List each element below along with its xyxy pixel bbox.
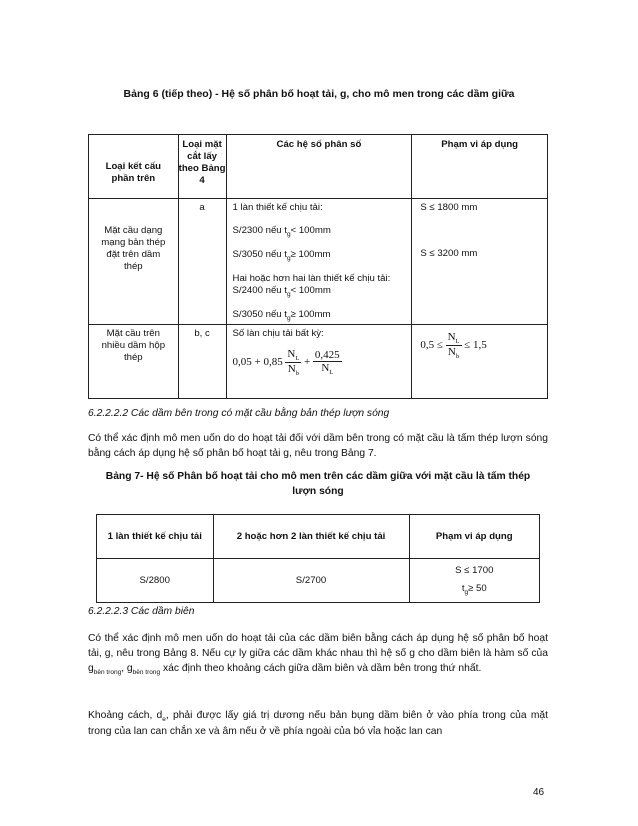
table6-row1-structure: Mặt cầu dạng mạng bản thép đặt trên dầm thép — [89, 199, 179, 325]
table6-header-section-type: Loại mặt cắt lấy theo Bảng 4 — [178, 135, 226, 199]
table6-row2-type: b, c — [178, 325, 226, 399]
table7-header-one-lane: 1 làn thiết kế chịu tải — [97, 515, 214, 559]
table6-row2-range — [412, 325, 548, 399]
table7-title: Bảng 7- Hệ số Phân bố hoạt tải cho mô men trên các dầm giữa với mặt cầu là tấm thép lượn sóng — [105, 471, 531, 497]
section-heading-6-2-2-2-2: 6.2.2.2.2 Các dầm bên trong có mặt cầu bằng bản thép lượn sóng — [88, 408, 390, 419]
table6-header-factors: Các hệ số phân số — [226, 135, 412, 199]
table7-header-multi-lane: 2 hoặc hơn 2 làn thiết kế chịu tải — [213, 515, 409, 559]
fraction-range: $\frac{N_L}{N_b}$ — [447, 331, 460, 360]
paragraph-edge-girders: Có thể xác định mô men uốn do hoạt tải của các dầm biên bằng cách áp dụng hệ số phân bố hoạt tải, g, nêu trong Bảng 8. Nếu cự ly giữa các dầm khác nhau thì hệ số g cho dầm biên là hàm số của $g_{bên trong}$, $g_{bên trong}$ xác định theo khoảng cách giữa dầm biên và dầm bên trong thứ nhất. — [88, 633, 548, 676]
table7-value-multi-lane: S/2700 — [213, 559, 409, 603]
page-number: 46 — [533, 787, 545, 798]
table6-header-range: Phạm vi áp dụng — [412, 135, 548, 199]
table7-header-range: Phạm vi áp dụng — [409, 515, 539, 559]
table7-value-range: S ≤ 1700 $t_g\ge 50$ — [409, 559, 539, 603]
table6-row1-range: S ≤ 1800 mm S ≤ 3200 mm — [412, 199, 548, 325]
fraction-nl-nb: $\frac{N_L}{N_b}$ — [287, 348, 300, 377]
table6-row2-factors: Số làn chịu tải bất kỳ: 0,05 + 0,85 $\frac{N_L}{N_b}$ + $\frac{0,425}{N_L}$ — [226, 325, 412, 399]
table-6 — [88, 134, 548, 399]
table6-row1-factors: 1 làn thiết kế chịu tải: S/2300 nếu $t_g< 100mm$ S/3050 nếu $t_g\ge 100mm$ Hai hoặc hơn hai làn thiết kế chịu tải: S/2400 nếu $t_g< 100mm$ S/3050 nếu $t_g\ge 100mm$ — [226, 199, 412, 325]
section-heading-6-2-2-2-3: 6.2.2.2.3 Các dầm biên — [88, 606, 195, 617]
table7-value-one-lane: S/2800 — [97, 559, 214, 603]
table6-title: Bảng 6 (tiếp theo) - Hệ số phân bố hoạt tải, g, cho mô men trong các dầm giữa — [123, 88, 515, 100]
formula-multilane: 0,05 + 0,85 $\frac{N_L}{N_b}$ + $\frac{0,425}{N_L}$ — [232, 348, 340, 377]
fraction-0425-nl: $\frac{0,425}{N_L}$ — [314, 349, 340, 376]
table-7 — [96, 514, 540, 603]
table6-row1-type: a — [178, 199, 226, 325]
paragraph-distance-de: Khoảng cách, $d_e$, phải được lấy giá trị dương nếu bản bụng dầm biên ở vào phía trong của mặt trong của lan can chắn xe và âm nếu ở về phía ngoài của bó vỉa hoặc lan can — [88, 710, 549, 737]
table6-row2-structure: Mặt cầu trên nhiều dầm hộp thép — [89, 325, 179, 399]
range-formula: 0,5 ≤ $\frac{N_L}{N_b}$ ≤ 1,5 — [420, 331, 487, 360]
paragraph-corrugated-deck: Có thể xác định mô men uốn do do hoạt tải đối với dầm bên trong có mặt cầu là tấm thép lượn sóng bằng cách áp dụng hệ số phân bố hoạt tải g, nêu trong Bảng 7. — [88, 433, 548, 459]
table6-header-structure: Loại kết cấu phần trên — [89, 135, 179, 199]
